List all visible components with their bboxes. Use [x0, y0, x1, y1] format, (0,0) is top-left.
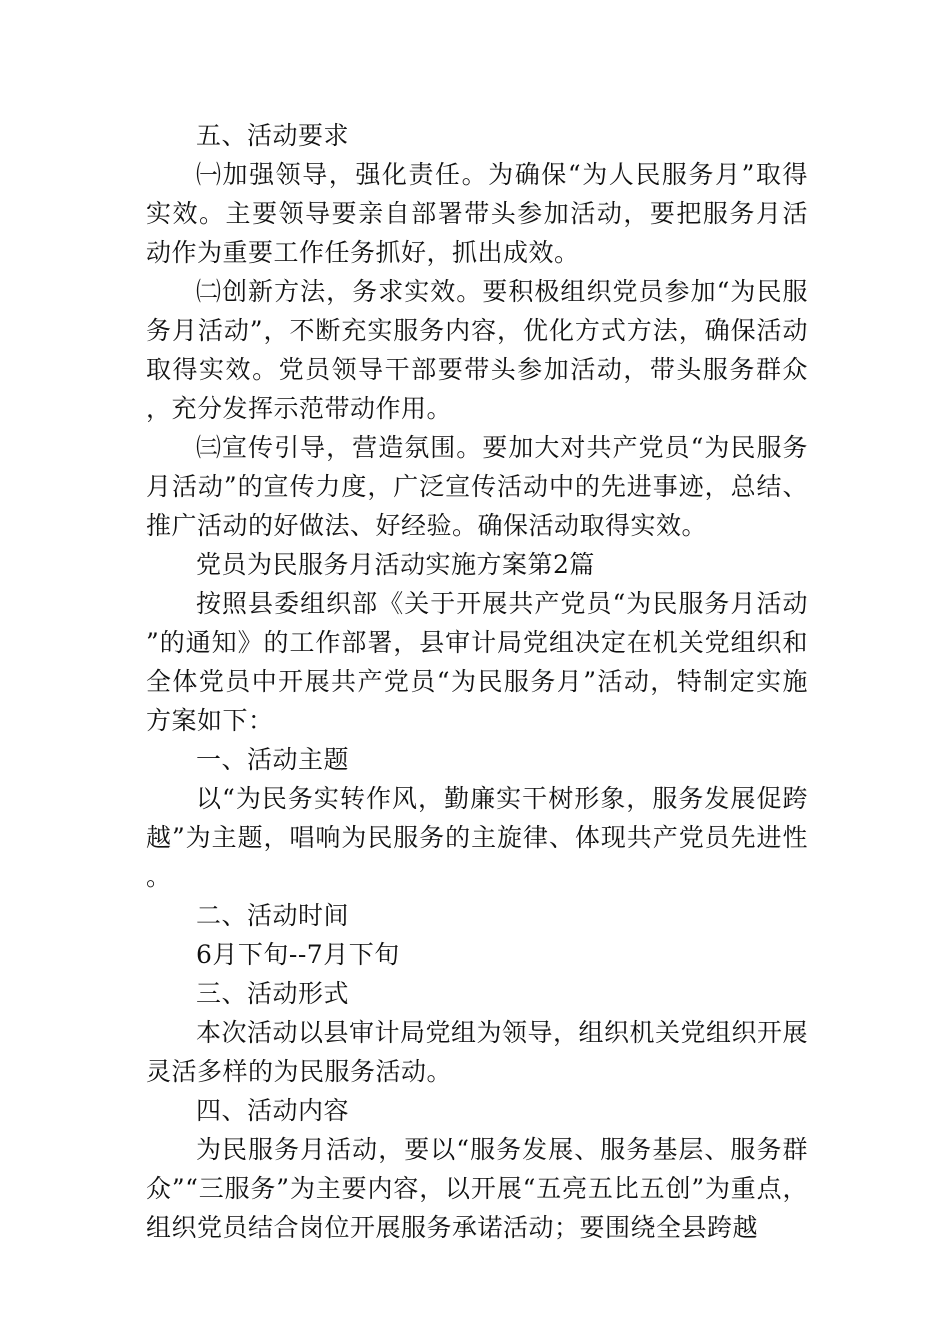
section-heading-time: 二、活动时间	[196, 901, 350, 930]
document-body	[146, 116, 808, 1247]
article-title: 党员为民服务月活动实施方案第2篇	[196, 550, 595, 579]
paragraph-intro: 按照县委组织部《关于开展共产党员“为民服务月活动”的通知》的工作部署，县审计局党组决定在机关党组织和全体党员中开展共产党员“为民服务月”活动，特制定实施方案如下：	[146, 589, 808, 735]
section-heading-requirements: 五、活动要求	[196, 121, 350, 150]
section-heading-theme: 一、活动主题	[196, 745, 350, 774]
paragraph-innovation: ㈡创新方法，务求实效。要积极组织党员参加“为民服务月活动”，不断充实服务内容，优化方式方法，确保活动取得实效。党员领导干部要带头参加活动，带头服务群众，充分发挥示范带动作用。	[146, 277, 808, 423]
paragraph-form: 本次活动以县审计局党组为领导，组织机关党组织开展灵活多样的为民服务活动。	[146, 1018, 809, 1086]
paragraph-content: 为民服务月活动，要以“服务发展、服务基层、服务群众”“三服务”为主要内容，以开展“五亮五比五创”为重点，组织党员结合岗位开展服务承诺活动；要围绕全县跨越	[146, 1135, 808, 1242]
section-heading-form: 三、活动形式	[196, 979, 350, 1008]
paragraph-leadership: ㈠加强领导，强化责任。为确保“为人民服务月”取得实效。主要领导要亲自部署带头参加活动，要把服务月活动作为重要工作任务抓好，抓出成效。	[146, 160, 808, 267]
section-heading-content: 四、活动内容	[196, 1096, 350, 1125]
paragraph-publicity: ㈢宣传引导，营造氛围。要加大对共产党员“为民服务月活动”的宣传力度，广泛宣传活动中的先进事迹，总结、推广活动的好做法、好经验。确保活动取得实效。	[146, 433, 808, 540]
paragraph-theme: 以“为民务实转作风，勤廉实干树形象，服务发展促跨越”为主题，唱响为民服务的主旋律、体现共产党员先进性。	[146, 784, 808, 891]
paragraph-time: 6月下旬--7月下旬	[196, 940, 400, 969]
